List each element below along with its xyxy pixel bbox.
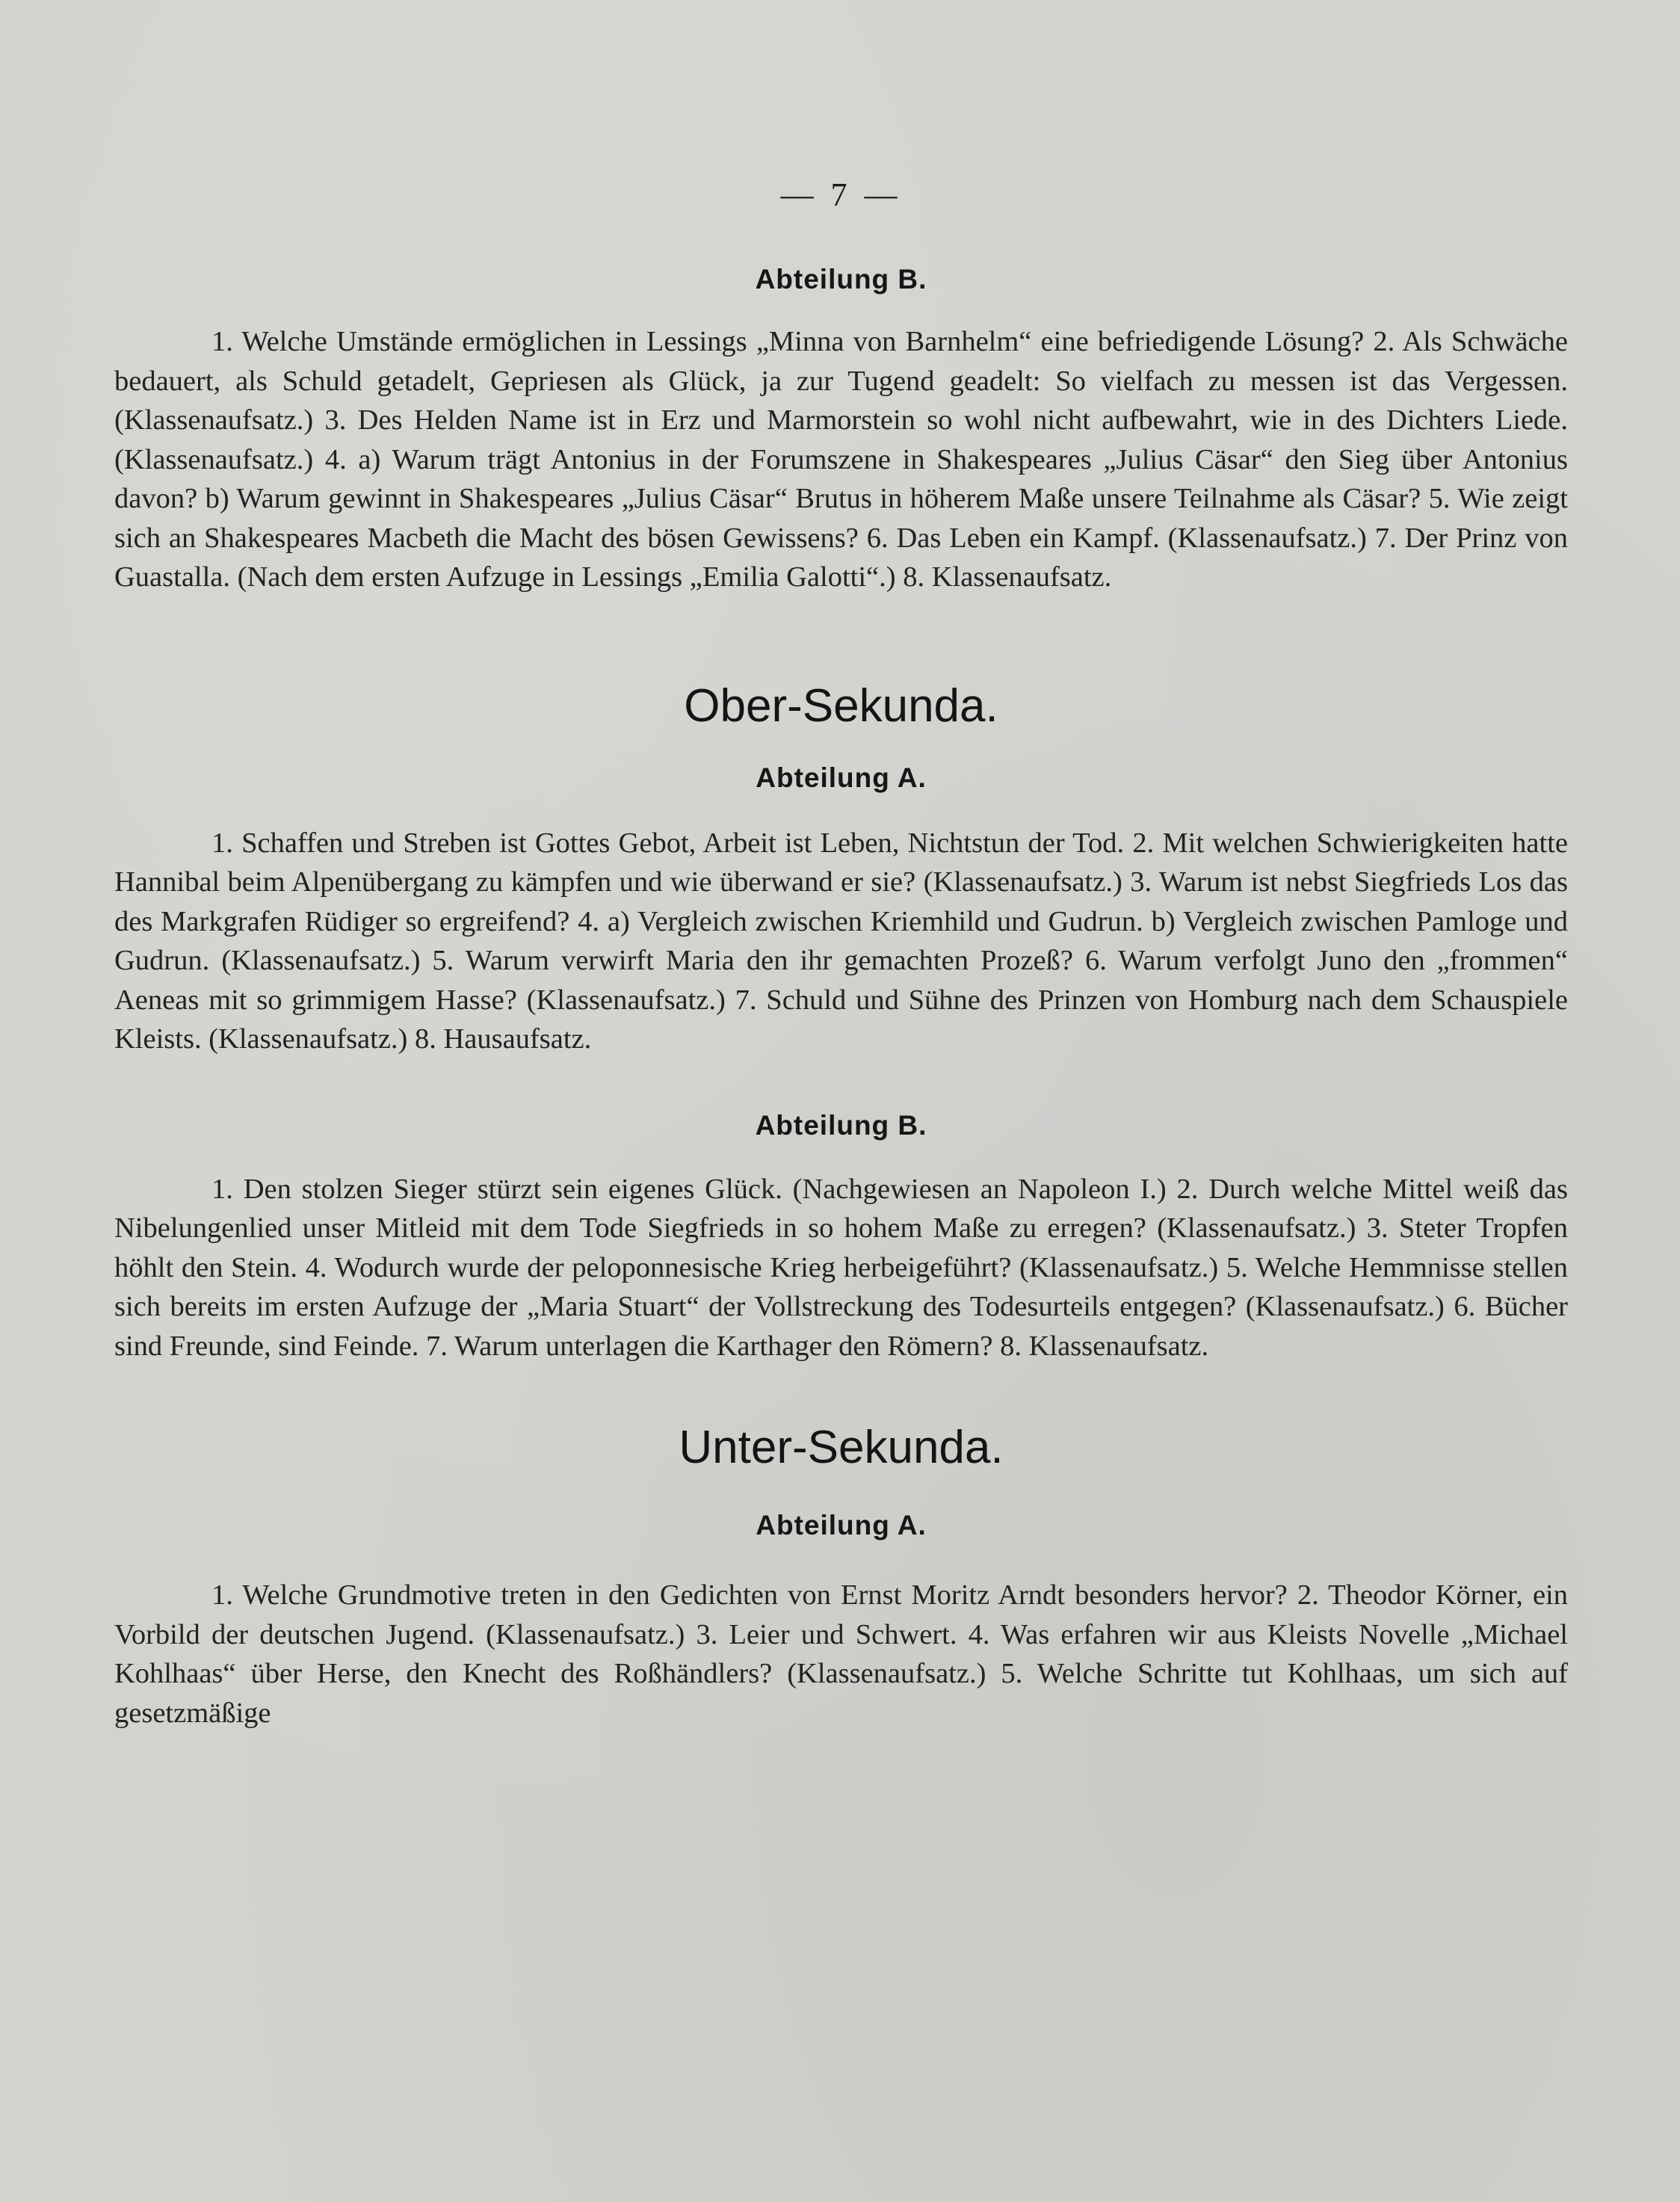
- paragraph-ober-sekunda-abteilung-b: 1. Den stolzen Sieger stürzt sein eigenes Glück. (Nachgewiesen an Napoleon I.) 2. Durch welche Mittel weiß das Nibelungenlied unser Mitleid mit dem Tode Siegfrieds in so hohem Maße zu erregen? (Klassenaufsatz.) 3. Steter Tropfen höhlt den Stein. 4. Wodurch wurde der peloponnesische Krieg herbeigeführt? (Klassenaufsatz.) 5. Welche Hemmnisse stellen sich bereits im ersten Aufzuge der „Maria Stuart“ der Vollstreckung des Todesurteils entgegen? (Klassenaufsatz.) 6. Bücher sind Freunde, sind Feinde. 7. Warum unterlagen die Karthager den Römern? 8. Klassenaufsatz.: [114, 1173, 1568, 1362]
- heading-unter-sekunda: Unter-Sekunda.: [679, 1422, 1004, 1473]
- heading-ober-sekunda-abteilung-b: Abteilung B.: [755, 1109, 927, 1141]
- page-content: [114, 176, 1568, 1733]
- paragraph-abteilung-b: 1. Welche Umstände ermöglichen in Lessings „Minna von Barnhelm“ eine befriedigende Lösung? 2. Als Schwäche bedauert, als Schuld getadelt, Gepriesen als Glück, ja zur Tugend geadelt: So vielfach zu messen ist das Vergessen. (Klassenaufsatz.) 3. Des Helden Name ist in Erz und Marmorstein so wohl nicht aufbewahrt, wie in des Dichters Liede. (Klassenaufsatz.) 4. a) Warum trägt Antonius in der Forumszene in Shakespeares „Julius Cäsar“ den Sieg über Antonius davon? b) Warum gewinnt in Shakespeares „Julius Cäsar“ Brutus in höherem Maße unsere Teilnahme als Cäsar? 5. Wie zeigt sich an Shakespeares Macbeth die Macht des bösen Gewissens? 6. Das Leben ein Kampf. (Klassenaufsatz.) 7. Der Prinz von Guastalla. (Nach dem ersten Aufzuge in Lessings „Emilia Galotti“.) 8. Klassenaufsatz.: [114, 326, 1568, 593]
- heading-ober-sekunda-abteilung-a: Abteilung A.: [756, 762, 927, 793]
- paragraph-unter-sekunda-abteilung-a: 1. Welche Grundmotive treten in den Gedichten von Ernst Moritz Arndt besonders hervor? 2. Theodor Körner, ein Vorbild der deutschen Jugend. (Klassenaufsatz.) 3. Leier und Schwert. 4. Was erfahren wir aus Kleists Novelle „Michael Kohlhaas“ über Herse, den Knecht des Roßhändlers? (Klassenaufsatz.) 5. Welche Schritte tut Kohlhaas, um sich auf gesetzmäßige: [114, 1579, 1568, 1729]
- heading-ober-sekunda: Ober-Sekunda.: [684, 679, 998, 732]
- heading-unter-sekunda-abteilung-a: Abteilung A.: [756, 1510, 927, 1541]
- heading-abteilung-b: Abteilung B.: [755, 264, 927, 294]
- page-number: — 7 —: [780, 176, 902, 213]
- paragraph-ober-sekunda-abteilung-a: 1. Schaffen und Streben ist Gottes Gebot, Arbeit ist Leben, Nichtstun der Tod. 2. Mit welchen Schwierigkeiten hatte Hannibal beim Alpenübergang zu kämpfen und wie überwand er sie? (Klassenaufsatz.) 3. Warum ist nebst Siegfrieds Los das des Markgrafen Rüdiger so ergreifend? 4. a) Vergleich zwischen Kriemhild und Gudrun. b) Vergleich zwischen Pamloge und Gudrun. (Klassenaufsatz.) 5. Warum verwirft Maria den ihr gemachten Prozeß? 6. Warum verfolgt Juno den „frommen“ Aeneas mit so grimmigem Hasse? (Klassenaufsatz.) 7. Schuld und Sühne des Prinzen von Homburg nach dem Schauspiele Kleists. (Klassenaufsatz.) 8. Hausaufsatz.: [114, 827, 1568, 1055]
